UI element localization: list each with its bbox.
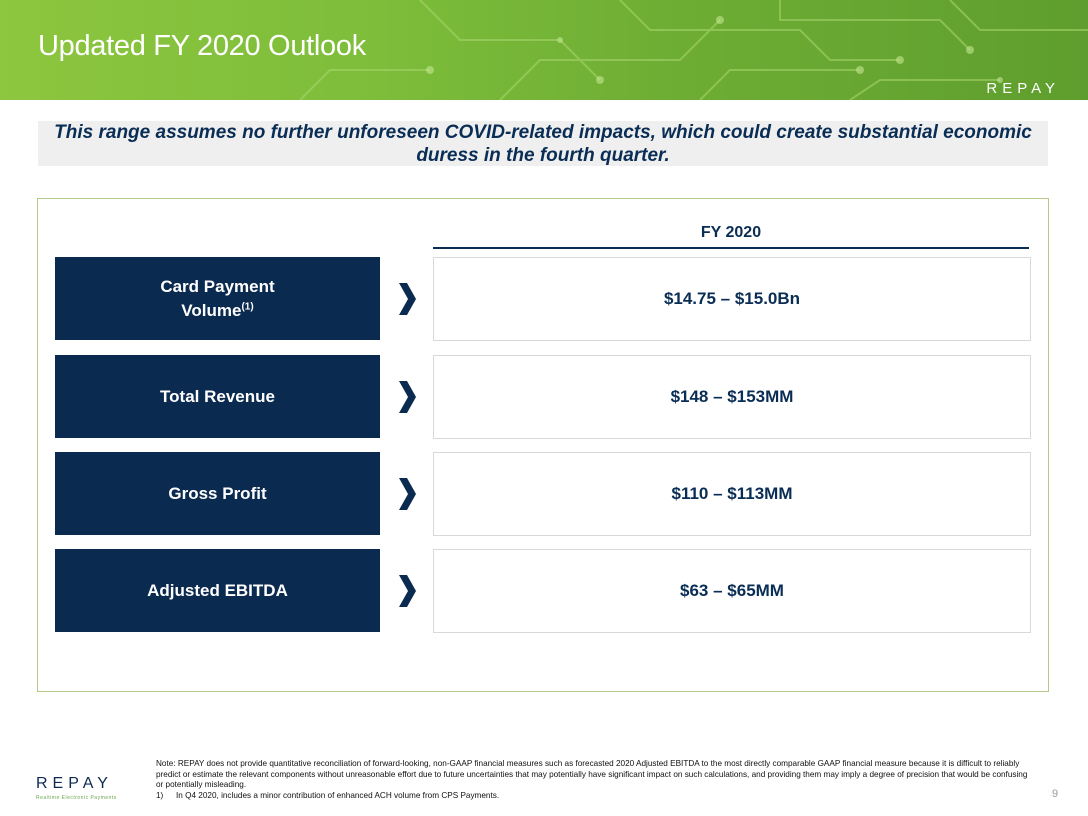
non-gaap-note: Note: REPAY does not provide quantitative reconciliation of forward-looking, non-GAAP financial measures such as forecasted 2020 Adjusted EBITDA to the most directly comparable GAAP financial measure because it is difficult to reliably predict or estimate the relevant components without unreasonable effort due to future uncertainties that may potentially have significant impact on such calculations, and providing them may imply a degree of precision that would be confusing or potentially misleading. [156,759,1028,789]
value-gross-profit: $110 – $113MM [433,452,1031,536]
covid-disclaimer: This range assumes no further unforeseen COVID-related impacts, which could create substantial economic duress in the fourth quarter. [38,121,1048,166]
footnotes [156,759,1036,801]
footnote-1-number: 1) [156,790,164,800]
repay-logo [36,775,128,801]
metric-card-payment-volume [55,257,380,340]
page-number: 9 [1052,788,1059,800]
metric-label-line2: Volume [181,300,242,320]
value-adjusted-ebitda: $63 – $65MM [433,549,1031,633]
page-title: Updated FY 2020 Outlook [38,30,366,62]
metric-total-revenue: Total Revenue [55,355,380,438]
chevron-right-icon [396,476,418,512]
metric-adjusted-ebitda: Adjusted EBITDA [55,549,380,632]
footnote-ref: (1) [241,300,254,312]
value-card-payment-volume: $14.75 – $15.0Bn [433,257,1031,341]
header-banner [0,0,1088,100]
logo-tagline: Realtime Electronic Payments [36,795,117,801]
value-total-revenue: $148 – $153MM [433,355,1031,439]
metric-gross-profit: Gross Profit [55,452,380,535]
chevron-right-icon [396,573,418,609]
column-header-fy2020: FY 2020 [700,224,762,241]
brand-logo-top: REPAY [986,80,1060,97]
footnote-1 [156,791,1036,802]
column-header-rule [433,247,1029,249]
chevron-right-icon [396,379,418,415]
metric-label-line1: Card Payment [160,276,275,296]
footnote-1-text: In Q4 2020, includes a minor contribution of enhanced ACH volume from CPS Payments. [176,790,500,800]
chevron-right-icon [396,281,418,317]
logo-wordmark: REPAY [36,775,113,792]
